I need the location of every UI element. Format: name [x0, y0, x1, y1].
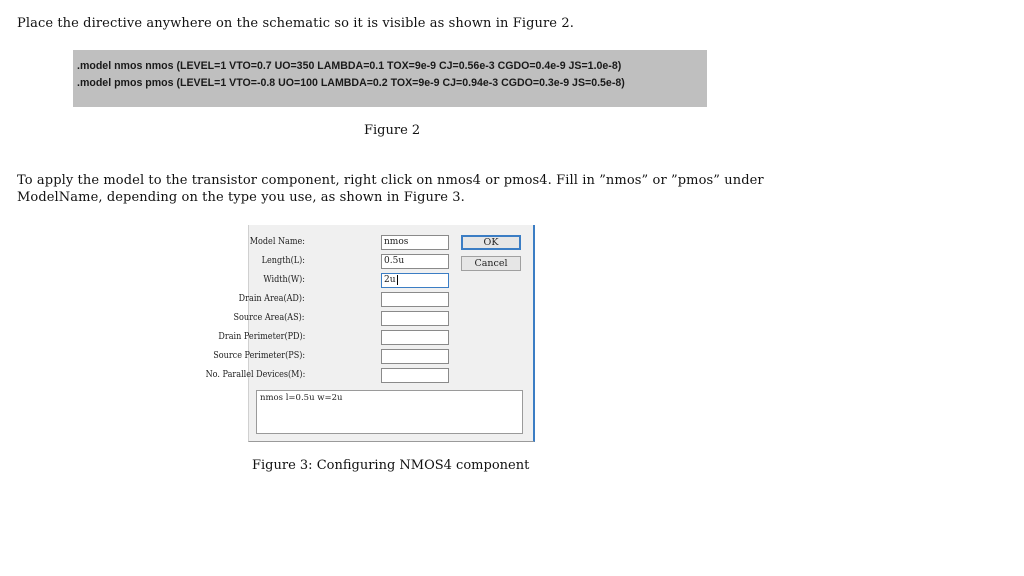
parallel-devices-input[interactable] [381, 368, 449, 383]
spice-directive-figure [73, 50, 707, 107]
source-perimeter-label: Source Perimeter(PS): [213, 350, 305, 361]
width-label: Width(W): [263, 274, 305, 285]
spice-line-preview: nmos l=0.5u w=2u [256, 390, 523, 434]
width-value: 2u [384, 275, 396, 285]
length-label: Length(L): [261, 255, 305, 266]
drain-perimeter-label: Drain Perimeter(PD): [217, 331, 305, 342]
ok-button[interactable]: OK [461, 235, 521, 250]
width-input[interactable] [381, 273, 449, 288]
source-area-input[interactable] [381, 311, 449, 326]
pmos-model-line: .model pmos pmos (LEVEL=1 VTO=-0.8 UO=100 LAMBDA=0.2 TOX=9e-9 CJ=0.94e-3 CGDO=0.3e-9 JS=0.5e-8) [77, 77, 625, 89]
source-perimeter-input[interactable] [381, 349, 449, 364]
drain-area-input[interactable] [381, 292, 449, 307]
source-area-label: Source Area(AS): [233, 312, 305, 323]
figure-3-caption: Figure 3: Configuring NMOS4 component [252, 458, 530, 473]
figure-2-caption: Figure 2 [364, 123, 421, 138]
model-name-input[interactable]: nmos [381, 235, 449, 250]
source-area-row [233, 311, 459, 325]
length-row [249, 254, 459, 268]
component-attributes-dialog [205, 225, 535, 442]
drain-perimeter-row [217, 330, 459, 344]
width-row [249, 273, 459, 287]
model-name-label: Model Name: [249, 236, 305, 247]
nmos-model-line: .model nmos nmos (LEVEL=1 VTO=0.7 UO=350 LAMBDA=0.1 TOX=9e-9 CJ=0.56e-3 CGDO=0.4e-9 JS=1.0e-8) [77, 60, 622, 72]
length-input[interactable]: 0.5u [381, 254, 449, 269]
apply-model-paragraph: To apply the model to the transistor component, right click on nmos4 or pmos4. Fill in ”nmos” or ”pmos” under ModelName, depending on the type you use, as shown in Figure 3. [17, 173, 764, 205]
drain-perimeter-input[interactable] [381, 330, 449, 345]
text-caret [397, 275, 398, 285]
intro-paragraph: Place the directive anywhere on the schematic so it is visible as shown in Figure 2. [17, 16, 574, 31]
parallel-devices-row [205, 368, 459, 382]
cancel-button[interactable]: Cancel [461, 256, 521, 271]
parallel-devices-label: No. Parallel Devices(M): [205, 369, 305, 380]
source-perimeter-row [213, 349, 459, 363]
drain-area-label: Drain Area(AD): [238, 293, 305, 304]
drain-area-row [238, 292, 459, 306]
model-name-row [249, 235, 459, 249]
